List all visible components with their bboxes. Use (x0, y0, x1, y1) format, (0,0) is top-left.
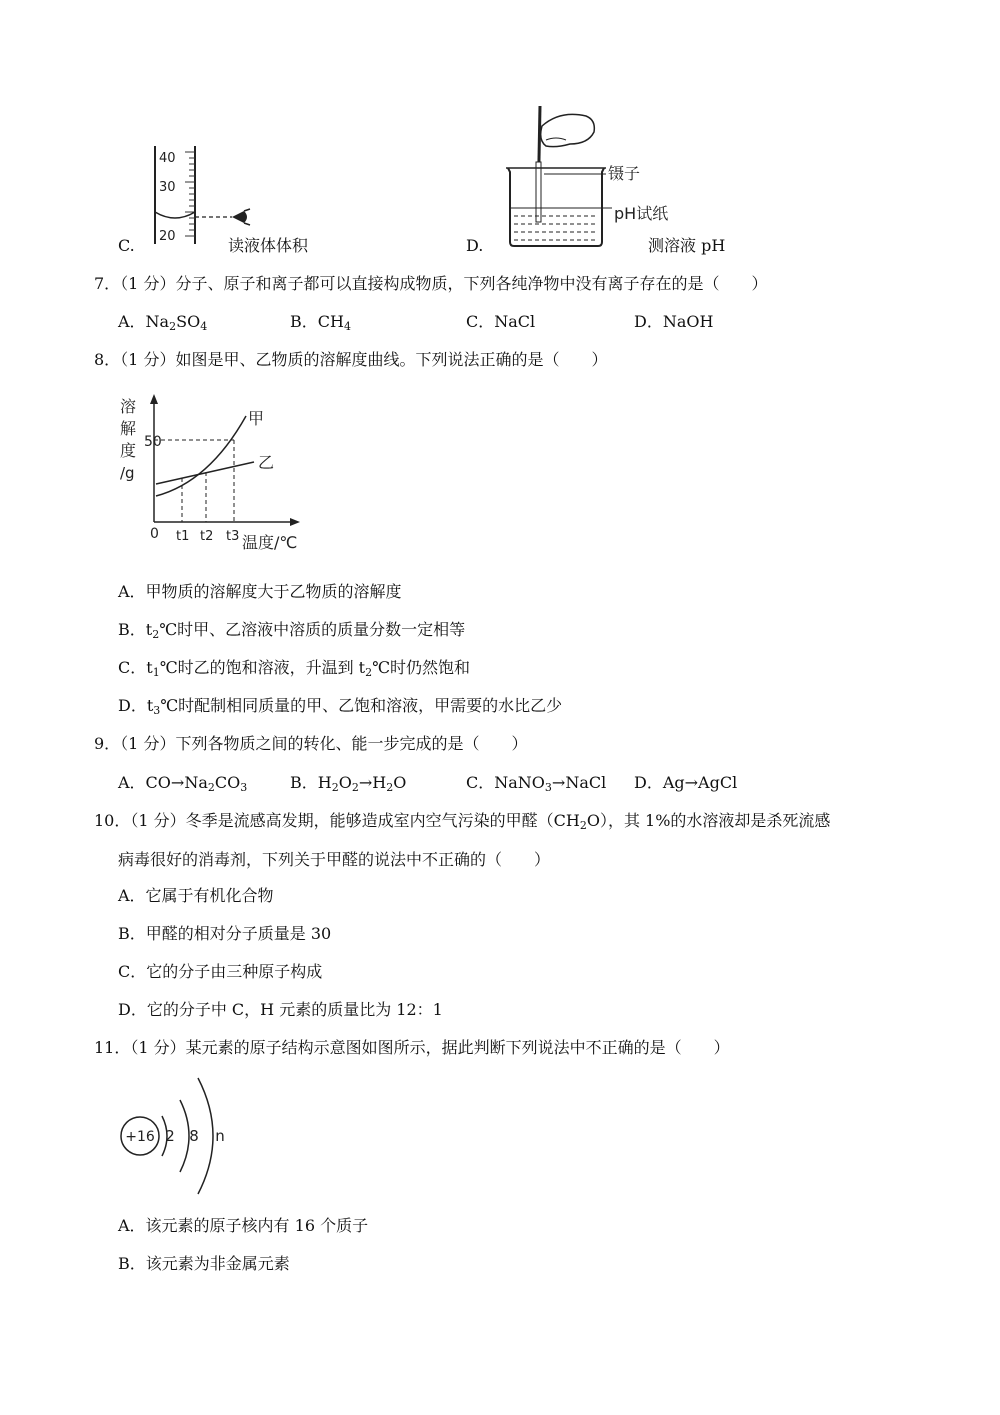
q9-b-m1: O (338, 773, 352, 792)
question-10-option-a[interactable]: A．它属于有机化合物 (118, 886, 274, 905)
q10-stem-sub: 2 (579, 819, 587, 832)
q9-b-pre: B．H (290, 773, 332, 792)
q8-c-sub1: 1 (152, 666, 160, 679)
graph-xlabel: 温度/℃ (242, 533, 298, 552)
q9-b-post: O (393, 773, 407, 792)
graduated-cylinder-figure (140, 140, 260, 250)
question-11-stem: 11．（1 分）某元素的原子结构示意图如图所示，据此判断下列说法中不正确的是（ ） (94, 1038, 730, 1057)
liquid-meniscus (155, 212, 195, 218)
question-8-option-c[interactable] (118, 658, 470, 678)
q9-b-m2: →H (358, 773, 387, 792)
ph-paper (536, 162, 541, 222)
option-c-letter: C. (118, 236, 135, 255)
question-7-option-d[interactable]: D．NaOH (634, 312, 714, 331)
question-8-option-b[interactable] (118, 620, 465, 640)
graph-curve-jia (156, 416, 246, 496)
q8-d-sub: 3 (153, 704, 161, 717)
q7-a-sub2: 4 (200, 320, 208, 333)
graph-ylabel-char-4: /g (120, 464, 135, 482)
liquid-dashes (514, 216, 598, 240)
question-9-option-c[interactable] (466, 773, 606, 793)
question-7-stem: 7．（1 分）分子、原子和离子都可以直接构成物质，下列各纯净物中没有离子存在的是（ ） (94, 274, 768, 293)
question-10-option-c[interactable]: C．它的分子由三种原子构成 (118, 962, 323, 981)
q9-a-pre: A．CO→Na (118, 773, 208, 792)
shell-1-electrons: 2 (165, 1127, 175, 1145)
atomic-structure-diagram (114, 1070, 254, 1200)
graph-series-yi-label: 乙 (258, 453, 275, 472)
graph-x-arrow (290, 518, 300, 526)
q7-a-text: A．Na (118, 312, 170, 331)
q8-c-post: ℃时仍然饱和 (372, 658, 471, 677)
q8-b-sub: 2 (152, 628, 160, 641)
question-8-option-d[interactable] (118, 696, 562, 716)
question-9-option-a[interactable] (118, 773, 247, 793)
question-8-stem: 8．（1 分）如图是甲、乙物质的溶解度曲线。下列说法正确的是（ ） (94, 350, 608, 369)
graph-ylabel-char-3: 度 (120, 441, 137, 460)
cylinder-tick-40: 40 (159, 151, 176, 166)
cylinder-tick-30: 30 (159, 180, 176, 195)
option-c-caption: 读液体体积 (228, 236, 309, 255)
question-10-stem-line-2: 病毒很好的消毒剂，下列关于甲醛的说法中不正确的（ ） (118, 850, 551, 869)
q7-b-text: B．CH (290, 312, 344, 331)
q7-a-mid: SO (176, 312, 201, 331)
q9-b-sub3: 2 (386, 781, 394, 794)
ph-paper-label: pH试纸 (614, 204, 669, 223)
graph-ylabel-char-2: 解 (120, 419, 137, 438)
q10-stem-post: O），其 1%的水溶液却是杀死流感 (586, 811, 831, 830)
question-10-option-b[interactable]: B．甲醛的相对分子质量是 30 (118, 924, 332, 943)
q9-a-mid: CO (214, 773, 241, 792)
graph-t2-label: t2 (200, 529, 214, 544)
shell-3-arc (198, 1078, 213, 1194)
graph-t3-label: t3 (226, 529, 240, 544)
question-10-option-d[interactable]: D．它的分子中 C，H 元素的质量比为 12：1 (118, 1000, 443, 1019)
q7-a-sub1: 2 (169, 320, 177, 333)
q8-b-pre: B．t (118, 620, 153, 639)
hand-icon (541, 114, 595, 146)
question-7-option-b[interactable] (290, 312, 351, 332)
option-d-caption: 测溶液 pH (648, 236, 726, 255)
q9-a-sub2: 3 (240, 781, 248, 794)
eye-icon (232, 209, 250, 225)
question-9-stem: 9．（1 分）下列各物质之间的转化、能一步完成的是（ ） (94, 734, 528, 753)
graph-t1-label: t1 (176, 529, 190, 544)
q7-b-sub1: 4 (343, 320, 351, 333)
cylinder-minor-ticks (185, 152, 195, 236)
q8-c-pre: C．t (118, 658, 153, 677)
q9-c-pre: C．NaNO (466, 773, 545, 792)
graph-curve-yi (156, 462, 254, 484)
graph-origin-label: 0 (150, 526, 159, 542)
q8-b-post: ℃时甲、乙溶液中溶质的质量分数一定相等 (159, 620, 466, 639)
question-10-stem-line-1 (94, 811, 830, 831)
graph-y-value-50: 50 (144, 434, 162, 450)
graph-series-jia-label: 甲 (248, 409, 265, 428)
q8-c-sub2: 2 (365, 666, 373, 679)
question-11-option-b[interactable]: B．该元素为非金属元素 (118, 1254, 290, 1273)
ph-test-figure (500, 100, 669, 250)
question-9-option-d[interactable]: D．Ag→AgCl (634, 773, 738, 792)
option-d-letter: D. (466, 236, 484, 255)
beaker (508, 168, 604, 246)
q8-d-pre: D．t (118, 696, 154, 715)
graph-ylabel-char-1: 溶 (120, 397, 137, 416)
cylinder-tick-20: 20 (159, 229, 176, 244)
q8-c-mid: ℃时乙的饱和溶液，升温到 t (159, 658, 366, 677)
shell-2-arc (180, 1100, 189, 1172)
q9-a-sub1: 2 (207, 781, 215, 794)
q9-b-sub2: 2 (351, 781, 359, 794)
solubility-curve-graph (114, 390, 314, 560)
question-7-option-a[interactable] (118, 312, 207, 332)
shell-3-electrons: n (215, 1127, 225, 1145)
question-9-option-b[interactable] (290, 773, 406, 793)
nucleus-charge: +16 (125, 1129, 155, 1145)
question-11-option-a[interactable]: A．该元素的原子核内有 16 个质子 (118, 1216, 369, 1235)
q9-c-post: →NaCl (551, 773, 607, 792)
shell-2-electrons: 8 (189, 1127, 199, 1145)
question-7-option-c[interactable]: C．NaCl (466, 312, 536, 331)
q9-b-sub1: 2 (331, 781, 339, 794)
q8-d-post: ℃时配制相同质量的甲、乙饱和溶液，甲需要的水比乙少 (160, 696, 563, 715)
tweezers-label: 镊子 (608, 164, 641, 183)
q9-c-sub1: 3 (544, 781, 552, 794)
question-8-option-a[interactable]: A．甲物质的溶解度大于乙物质的溶解度 (118, 582, 402, 601)
graph-y-arrow (150, 394, 158, 404)
q10-stem-pre: 10．（1 分）冬季是流感高发期，能够造成室内空气污染的甲醛（CH (94, 811, 580, 830)
